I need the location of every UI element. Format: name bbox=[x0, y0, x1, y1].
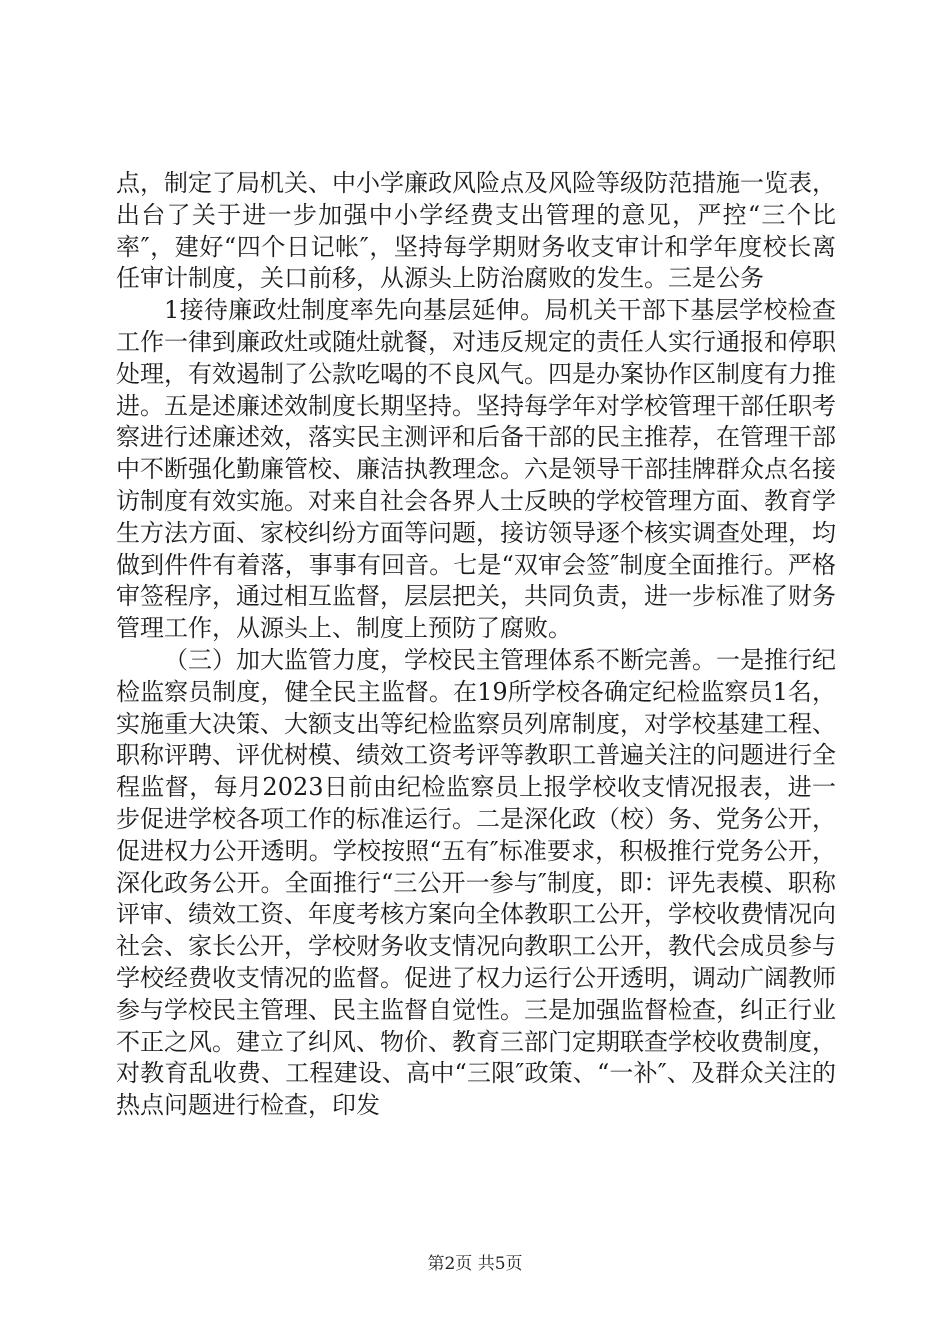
document-body bbox=[116, 168, 836, 1122]
paragraph-supervision: （三）加大监管力度，学校民主管理体系不断完善。一是推行纪检监察员制度，健全民主监督。在19所学校各确定纪检监察员1名，实施重大决策、大额支出等纪检监察员列席制度，对学校基建工程、职称评聘、评优树模、绩效工资考评等教职工普遍关注的问题进行全程监督，每月2023日前由纪检监察员上报学校收支情况报表，进一步促进学校各项工作的标准运行。二是深化政（校）务、党务公开，促进权力公开透明。学校按照“五有″标准要求，积极推行党务公开，深化政务公开。全面推行“三公开一参与″制度，即：评先表模、职称评审、绩效工资、年度考核方案向全体教职工公开，学校收费情况向社会、家长公开，学校财务收支情况向教职工公开，教代会成员参与学校经费收支情况的监督。促进了权力运行公开透明，调动广阔教师参与学校民主管理、民主监督自觉性。三是加强监督检查，纠正行业不正之风。建立了纠风、物价、教育三部门定期联查学校收费制度，对教育乱收费、工程建设、高中“三限″政策、“一补″、及群众关注的热点问题进行检查，印发 bbox=[116, 645, 836, 1120]
paragraph-reception-system: 1接待廉政灶制度率先向基层延伸。局机关干部下基层学校检查工作一律到廉政灶或随灶就餐，对违反规定的责任人实行通报和停职处理，有效遏制了公款吃喝的不良风气。四是办案协作区制度有力推进。五是述廉述效制度长期坚持。坚持每学年对学校管理干部任职考察进行述廉述效，落实民主测评和后备干部的民主推荐，在管理干部中不断强化勤廉管校、廉洁执教理念。六是领导干部挂牌群众点名接访制度有效实施。对来自社会各界人士反映的学校管理方面、教育学生方法方面、家校纠纷方面等问题，接访领导逐个核实调查处理，均做到件件有着落，事事有回音。七是“双审会签″制度全面推行。严格审签程序，通过相互监督，层层把关，共同负责，进一步标准了财务管理工作，从源头上、制度上预防了腐败。 bbox=[116, 296, 836, 643]
paragraph-continuation: 点，制定了局机关、中小学廉政风险点及风险等级防范措施一览表，出台了关于进一步加强中小学经费支出管理的意见，严控“三个比率″，建好“四个日记帐″，坚持每学期财务收支审计和学年度校长离任审计制度，关口前移，从源头上防治腐败的发生。三是公务 bbox=[116, 169, 836, 293]
page-number-footer: 第2页 共5页 bbox=[427, 1254, 523, 1274]
